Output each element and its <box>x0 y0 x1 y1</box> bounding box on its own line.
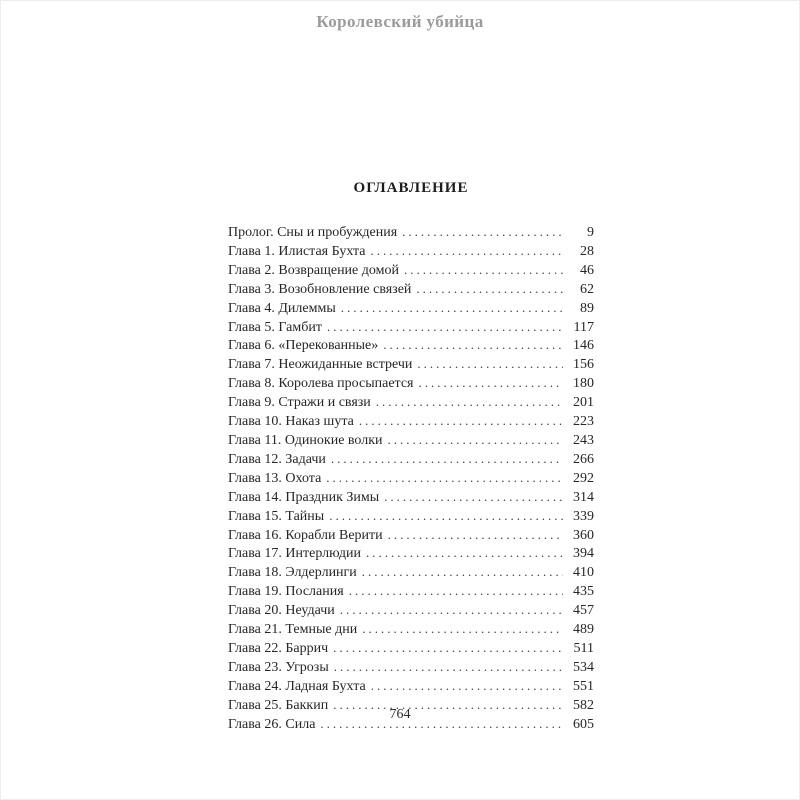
toc-entry-page: 339 <box>573 508 594 524</box>
toc-entry-page: 360 <box>573 527 594 543</box>
toc-entry <box>228 355 594 374</box>
toc-dot-leader <box>366 544 563 563</box>
toc-dot-leader <box>327 318 563 337</box>
toc-entry <box>228 563 594 582</box>
toc-entry-page: 605 <box>573 716 594 732</box>
toc-dot-leader <box>416 280 563 299</box>
toc-entry-label: Глава 21. Темные дни <box>228 622 358 638</box>
toc-entry <box>228 393 594 412</box>
toc-entry-page: 489 <box>573 622 594 638</box>
toc-entry-label: Глава 11. Одинокие волки <box>228 432 383 448</box>
toc-entry-page: 582 <box>573 697 594 713</box>
toc-entry-page: 243 <box>573 432 594 448</box>
toc-entry <box>228 242 594 261</box>
toc-dot-leader <box>384 488 563 507</box>
toc-entry-page: 62 <box>580 281 594 297</box>
toc-dot-leader <box>362 620 563 639</box>
toc-entry-label: Глава 19. Послания <box>228 584 344 600</box>
toc-entry-label: Глава 1. Илистая Бухта <box>228 243 366 259</box>
toc-entry-page: 534 <box>573 659 594 675</box>
toc-entry <box>228 336 594 355</box>
toc-entry-page: 156 <box>573 357 594 373</box>
toc-entry <box>228 488 594 507</box>
toc-entry-page: 551 <box>573 678 594 694</box>
toc-entry <box>228 299 594 318</box>
toc-entry <box>228 507 594 526</box>
toc-entry <box>228 544 594 563</box>
toc-entry <box>228 318 594 337</box>
toc-entry-label: Глава 16. Корабли Верити <box>228 527 383 543</box>
toc-entry-label: Глава 14. Праздник Зимы <box>228 489 380 505</box>
toc-entry-page: 9 <box>587 225 594 240</box>
toc-dot-leader <box>376 393 563 412</box>
toc-entry <box>228 639 594 658</box>
toc-entry <box>228 469 594 488</box>
toc-entry <box>228 658 594 677</box>
toc-entry-label: Глава 26. Сила <box>228 716 316 732</box>
toc-entry-label: Глава 13. Охота <box>228 470 322 486</box>
toc-entry <box>228 261 594 280</box>
toc-dot-leader <box>388 526 563 545</box>
toc-entry <box>228 450 594 469</box>
toc-entry-page: 266 <box>573 451 594 467</box>
toc-dot-leader <box>419 374 564 393</box>
toc-dot-leader <box>383 336 563 355</box>
toc-entry <box>228 526 594 545</box>
toc-entry-label: Глава 22. Баррич <box>228 640 329 656</box>
toc-entries <box>228 223 594 733</box>
toc-dot-leader <box>341 299 563 318</box>
toc-entry <box>228 280 594 299</box>
toc-entry-label: Глава 6. «Перекованные» <box>228 338 379 354</box>
toc-dot-leader <box>388 431 563 450</box>
toc-entry-page: 46 <box>580 262 594 278</box>
toc-entry-label: Глава 7. Неожиданные встречи <box>228 357 413 373</box>
toc-dot-leader <box>340 601 563 620</box>
toc-entry <box>228 620 594 639</box>
toc-entry-label: Глава 2. Возвращение домой <box>228 262 399 278</box>
toc-entry-label: Глава 4. Дилеммы <box>228 300 336 316</box>
toc-entry <box>228 677 594 696</box>
toc-entry-page: 394 <box>573 546 594 562</box>
toc-entry-page: 511 <box>573 640 594 656</box>
toc-entry-page: 292 <box>573 470 594 486</box>
toc-entry-label: Глава 9. Стражи и связи <box>228 395 371 411</box>
toc-dot-leader <box>326 469 563 488</box>
toc-entry-label: Глава 3. Возобновление связей <box>228 281 412 297</box>
toc-dot-leader <box>331 450 563 469</box>
toc-dot-leader <box>404 261 563 280</box>
toc-dot-leader <box>362 563 563 582</box>
toc-entry-page: 314 <box>573 489 594 505</box>
toc-dot-leader <box>359 412 563 431</box>
table-of-contents <box>228 180 594 733</box>
toc-dot-leader <box>349 582 563 601</box>
toc-entry-page: 180 <box>573 376 594 392</box>
toc-entry-page: 201 <box>573 395 594 411</box>
toc-entry-label: Глава 15. Тайны <box>228 508 325 524</box>
toc-entry <box>228 412 594 431</box>
toc-dot-leader <box>329 507 563 526</box>
toc-entry-page: 146 <box>573 338 594 354</box>
toc-entry <box>228 582 594 601</box>
toc-entry-label: Глава 5. Гамбит <box>228 319 322 335</box>
toc-entry-page: 457 <box>573 603 594 619</box>
toc-entry-label: Глава 18. Элдерлинги <box>228 565 357 581</box>
toc-dot-leader <box>334 658 563 677</box>
page-number: 764 <box>389 707 411 722</box>
toc-entry-label: Глава 12. Задачи <box>228 451 326 467</box>
toc-entry-label: Глава 24. Ладная Бухта <box>228 678 366 694</box>
toc-dot-leader <box>371 677 563 696</box>
toc-dot-leader <box>370 242 563 261</box>
toc-entry-page: 223 <box>573 414 594 430</box>
toc-entry-page: 89 <box>580 300 594 316</box>
toc-title: ОГЛАВЛЕНИЕ <box>353 180 469 196</box>
toc-entry <box>228 374 594 393</box>
toc-entry-page: 28 <box>580 243 594 259</box>
toc-dot-leader <box>417 355 563 374</box>
toc-dot-leader <box>402 223 563 242</box>
toc-entry-label: Глава 17. Интерлюдии <box>228 546 361 562</box>
toc-entry-page: 117 <box>573 319 594 335</box>
toc-entry-label: Глава 23. Угрозы <box>228 659 329 675</box>
toc-dot-leader <box>333 639 563 658</box>
toc-entry <box>228 431 594 450</box>
toc-entry <box>228 223 594 242</box>
toc-entry <box>228 601 594 620</box>
toc-entry-label: Глава 8. Королева просыпается <box>228 376 414 392</box>
toc-entry-page: 410 <box>573 565 594 581</box>
running-header: Королевский убийца <box>316 12 484 31</box>
toc-entry-label: Глава 20. Неудачи <box>228 603 335 619</box>
toc-entry-label: Пролог. Сны и пробуждения <box>228 225 398 240</box>
toc-entry-label: Глава 10. Наказ шута <box>228 414 354 430</box>
toc-entry-label: Глава 25. Баккип <box>228 697 329 713</box>
toc-entry-page: 435 <box>573 584 594 600</box>
